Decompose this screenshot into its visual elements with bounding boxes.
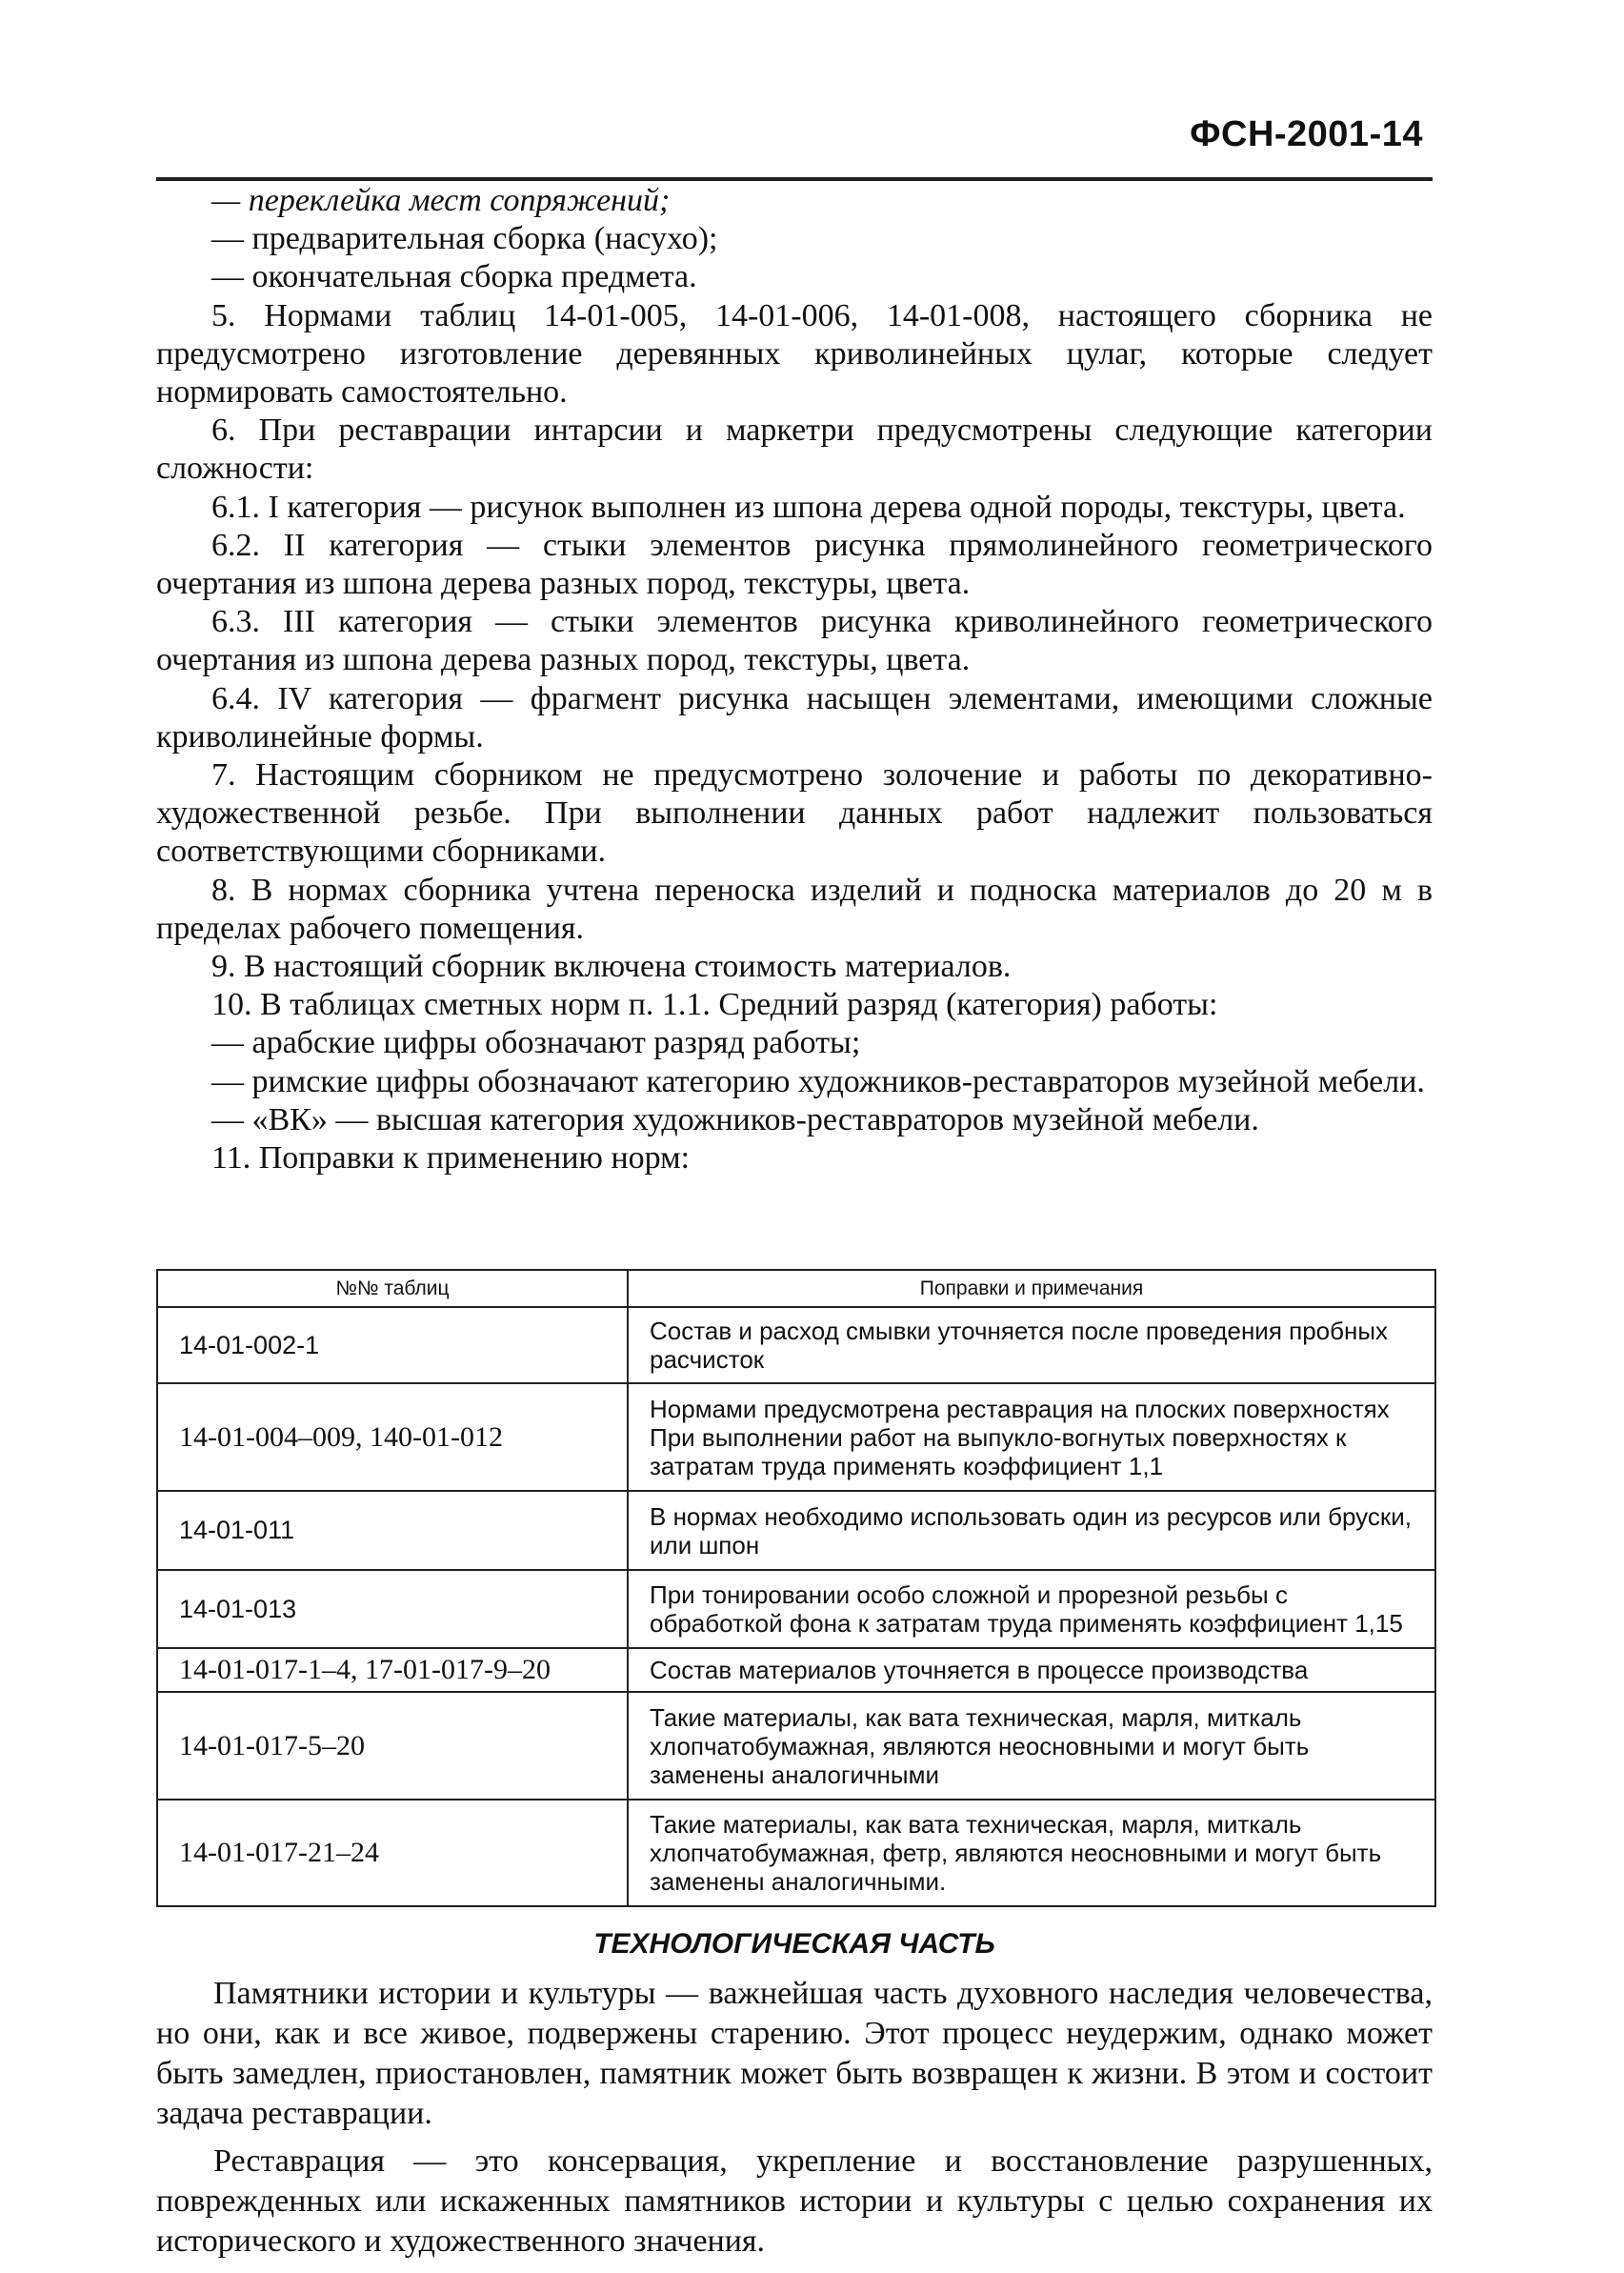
corrections-table: [156, 1269, 1436, 1907]
table-row: [157, 1800, 1435, 1906]
list-item: — предварительная сборка (насухо);: [211, 221, 718, 257]
list-item: — окончательная сборка предмета.: [211, 259, 697, 295]
table-cell-tables: 14-01-011: [157, 1491, 628, 1570]
table-cell-tables: 14-01-017-5–20: [157, 1692, 628, 1800]
paragraph-10-arabic: — арабские цифры обозначают разряд работы;: [211, 1025, 861, 1061]
paragraph-9: 9. В настоящий сборник включена стоимость материалов.: [211, 949, 1012, 985]
table-row: [157, 1383, 1435, 1491]
paragraph-5: 5. Нормами таблиц 14-01-005, 14-01-006, 14-01-008, настоящего сборника не предусмотрено изготовление деревянных криволинейных цулаг, которые следует нормировать самостоятельно.: [156, 297, 1433, 411]
paragraph-6-1: 6.1. I категория — рисунок выполнен из шпона дерева одной породы, текстуры, цвета.: [211, 489, 1406, 525]
paragraph-10: 10. В таблицах сметных норм п. 1.1. Средний разряд (категория) работы:: [211, 987, 1218, 1023]
table-cell-note: Такие материалы, как вата техническая, марля, миткаль хлопчатобумажная, фетр, являются неосновными и могут быть заменены аналогичными.: [628, 1800, 1435, 1906]
table-cell-tables: 14-01-013: [157, 1570, 628, 1648]
paragraph-6: 6. При реставрации интарсии и маркетри предусмотрены следующие категории сложности:: [156, 412, 1433, 487]
table-cell-tables: 14-01-017-21–24: [157, 1800, 628, 1906]
table-row: [157, 1648, 1435, 1692]
technology-paragraph-1: Памятники истории и культуры — важнейшая часть духовного наследия человечества, но они, как и все живое, подвержены старению. Этот процесс неудержим, однако может быть замедлен, приостановлен, памятник может быть возвращен к жизни. В этом и состоит задача реставрации.: [156, 1976, 1433, 2131]
paragraph-7: 7. Настоящим сборником не предусмотрено золочение и работы по декоративно-художественной резьбе. При выполнении данных работ надлежит пользоваться соответствующими сборниками.: [156, 757, 1433, 870]
table-cell-tables: 14-01-002-1: [157, 1307, 628, 1383]
page-header: [156, 112, 1433, 181]
table-cell-note: При тонировании особо сложной и прорезной резьбы с обработкой фона к затратам труда применять коэффициент 1,15: [628, 1570, 1435, 1648]
table-row: [157, 1692, 1435, 1800]
paragraph-8: 8. В нормах сборника учтена переноска изделий и подноска материалов до 20 м в пределах рабочего помещения.: [156, 872, 1433, 946]
document-code: ФСН-2001-14: [1190, 114, 1423, 154]
body-text: [156, 182, 1433, 1177]
section-title: ТЕХНОЛОГИЧЕСКАЯ ЧАСТЬ: [593, 1928, 995, 1960]
table-row: [157, 1307, 1435, 1383]
paragraph-11: 11. Поправки к применению норм:: [211, 1140, 691, 1177]
table-cell-note: Состав и расход смывки уточняется после проведения пробных расчисток: [628, 1307, 1435, 1383]
table-row: [157, 1491, 1435, 1570]
technology-text: [156, 1974, 1433, 2269]
table-header-row: [157, 1270, 1435, 1307]
table-header-tables: №№ таблиц: [157, 1270, 628, 1307]
paragraph-10-vk: — «ВК» — высшая категория художников-реставраторов музейной мебели.: [211, 1101, 1259, 1137]
table-row: [157, 1570, 1435, 1648]
paragraph-6-3: 6.3. III категория — стыки элементов рисунка криволинейного геометрического очертания из шпона дерева разных пород, текстуры, цвета.: [156, 604, 1433, 678]
table-cell-note: В нормах необходимо использовать один из ресурсов или бруски, или шпон: [628, 1491, 1435, 1570]
paragraph-6-4: 6.4. IV категория — фрагмент рисунка насыщен элементами, имеющими сложные криволинейные формы.: [156, 680, 1433, 754]
technology-paragraph-2: Реставрация — это консервация, укрепление и восстановление разрушенных, поврежденных или искаженных памятников истории и культуры с целью сохранения их исторического и художественного значения.: [156, 2143, 1433, 2259]
list-item: — переклейка мест сопряжений;: [211, 183, 671, 218]
table-header-notes: Поправки и примечания: [628, 1270, 1435, 1307]
table-cell-note: Нормами предусмотрена реставрация на плоских поверхностях При выполнении работ на выпукло-вогнутых поверхностях к затратам труда применять коэффициент 1,1: [628, 1383, 1435, 1491]
table-cell-tables: 14-01-017-1–4, 17-01-017-9–20: [157, 1648, 628, 1692]
table-cell-note: Состав материалов уточняется в процессе производства: [628, 1648, 1435, 1692]
table-cell-tables: 14-01-004–009, 140-01-012: [157, 1383, 628, 1491]
paragraph-6-2: 6.2. II категория — стыки элементов рисунка прямолинейного геометрического очертания из шпона дерева разных пород, текстуры, цвета.: [156, 527, 1433, 602]
paragraph-10-roman: — римские цифры обозначают категорию художников-реставраторов музейной мебели.: [211, 1063, 1425, 1099]
table-cell-note: Такие материалы, как вата техническая, марля, миткаль хлопчатобумажная, являются неосновными и могут быть заменены аналогичными: [628, 1692, 1435, 1800]
